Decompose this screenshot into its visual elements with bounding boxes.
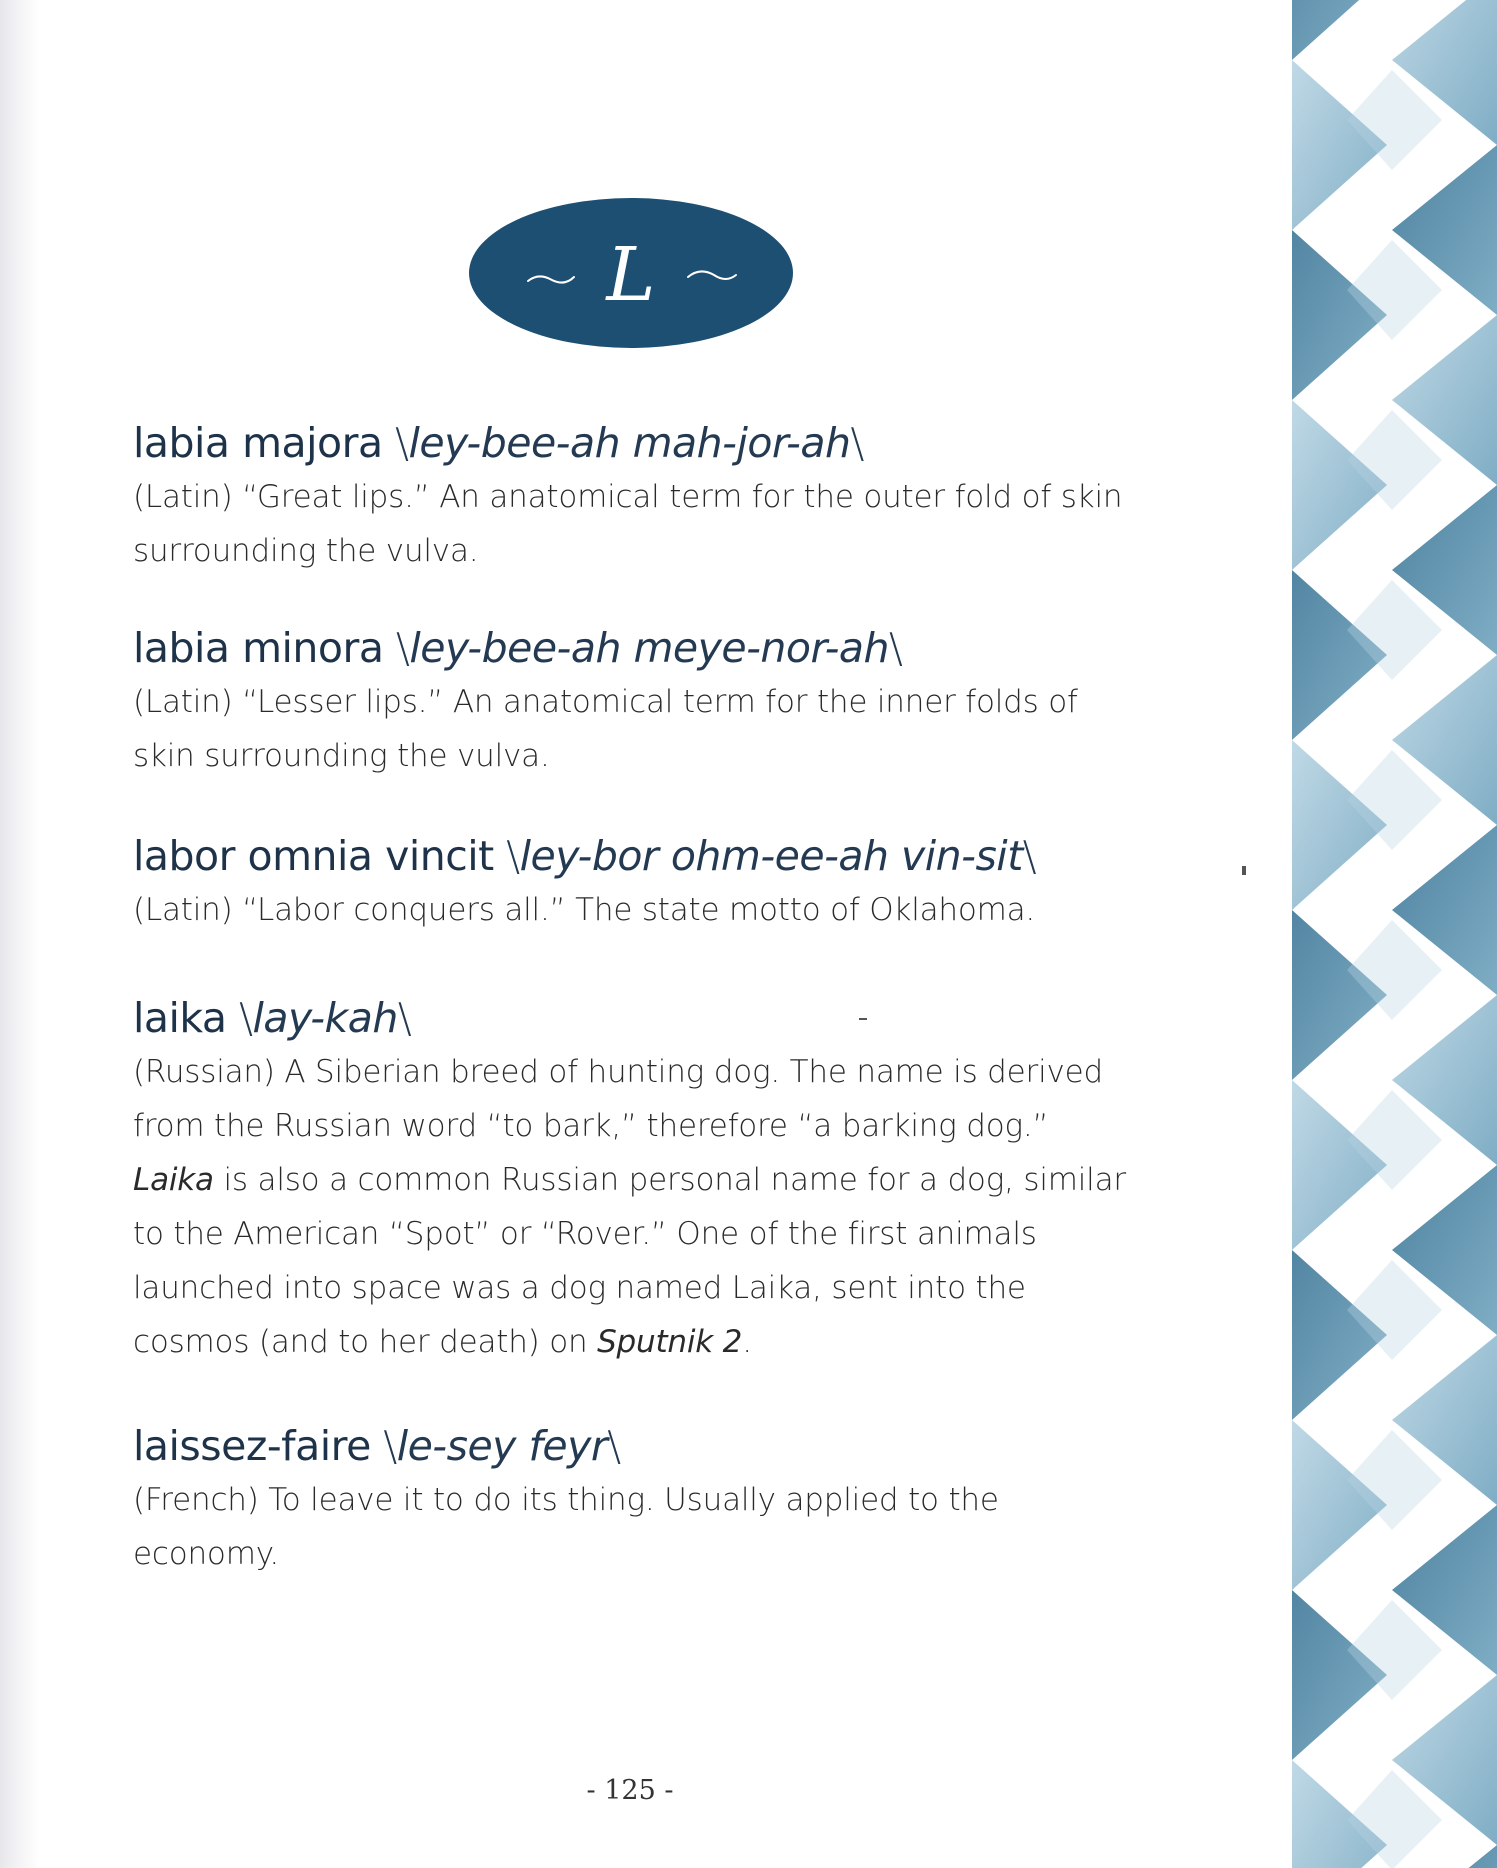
entry-pronunciation: \ley-bee-ah meye-nor-ah\ bbox=[396, 624, 903, 672]
entry-definition: (Latin) “Labor conquers all.” The state motto of Oklahoma. bbox=[133, 892, 1036, 928]
page-gutter-shadow bbox=[0, 0, 40, 1868]
entry-headline bbox=[133, 1421, 1143, 1471]
entry-term: laissez-faire bbox=[133, 1422, 371, 1470]
entry-pronunciation: \le-sey feyr\ bbox=[383, 1422, 621, 1470]
glossary-entry bbox=[133, 1421, 1143, 1581]
italic-term: Laika bbox=[133, 1162, 214, 1198]
entry-pronunciation: \ley-bee-ah mah-jor-ah\ bbox=[395, 419, 864, 467]
glossary-entry bbox=[133, 993, 1143, 1369]
entry-headline bbox=[133, 623, 1143, 673]
section-letter: L bbox=[606, 232, 656, 318]
decorative-diamond-border bbox=[1292, 0, 1497, 1868]
entry-term: labia minora bbox=[133, 624, 384, 672]
glossary-entry bbox=[133, 831, 1143, 937]
entry-definition: (Russian) A Siberian breed of hunting dog. The name is derived from the Russian word “to bark,” therefore “a barking dog.” Laika is also a common Russian personal name for a dog, similar to the American “Spot” or “Rover.” One of the first animals launched into space was a dog named Laika, sent into the cosmos (and to her death) on Sputnik 2. bbox=[133, 1054, 1126, 1360]
entry-term: laika bbox=[133, 994, 227, 1042]
glossary-entries bbox=[133, 418, 1143, 1626]
entry-headline bbox=[133, 418, 1143, 468]
glossary-entry bbox=[133, 418, 1143, 578]
entry-definition: (Latin) “Great lips.” An anatomical term for the outer fold of skin surrounding the vulva. bbox=[133, 479, 1123, 569]
entry-term: labor omnia vincit bbox=[133, 832, 494, 880]
print-speck bbox=[859, 1018, 867, 1020]
entry-term: labia majora bbox=[133, 419, 383, 467]
entry-headline bbox=[133, 993, 1143, 1043]
italic-title: Sputnik 2 bbox=[597, 1324, 743, 1360]
glossary-entry bbox=[133, 623, 1143, 783]
pattern-triangle-left bbox=[1292, 0, 1387, 60]
entry-definition: (French) To leave it to do its thing. Usually applied to the economy. bbox=[133, 1482, 999, 1572]
section-letter-badge bbox=[468, 197, 794, 349]
entry-pronunciation: \lay-kah\ bbox=[239, 994, 412, 1042]
entry-pronunciation: \ley-bor ohm-ee-ah vin-sit\ bbox=[506, 832, 1037, 880]
page-number: - 125 - bbox=[586, 1775, 674, 1806]
entry-definition: (Latin) “Lesser lips.” An anatomical term for the inner folds of skin surrounding the vulva. bbox=[133, 684, 1078, 774]
entry-headline bbox=[133, 831, 1143, 881]
print-speck bbox=[1242, 866, 1246, 875]
